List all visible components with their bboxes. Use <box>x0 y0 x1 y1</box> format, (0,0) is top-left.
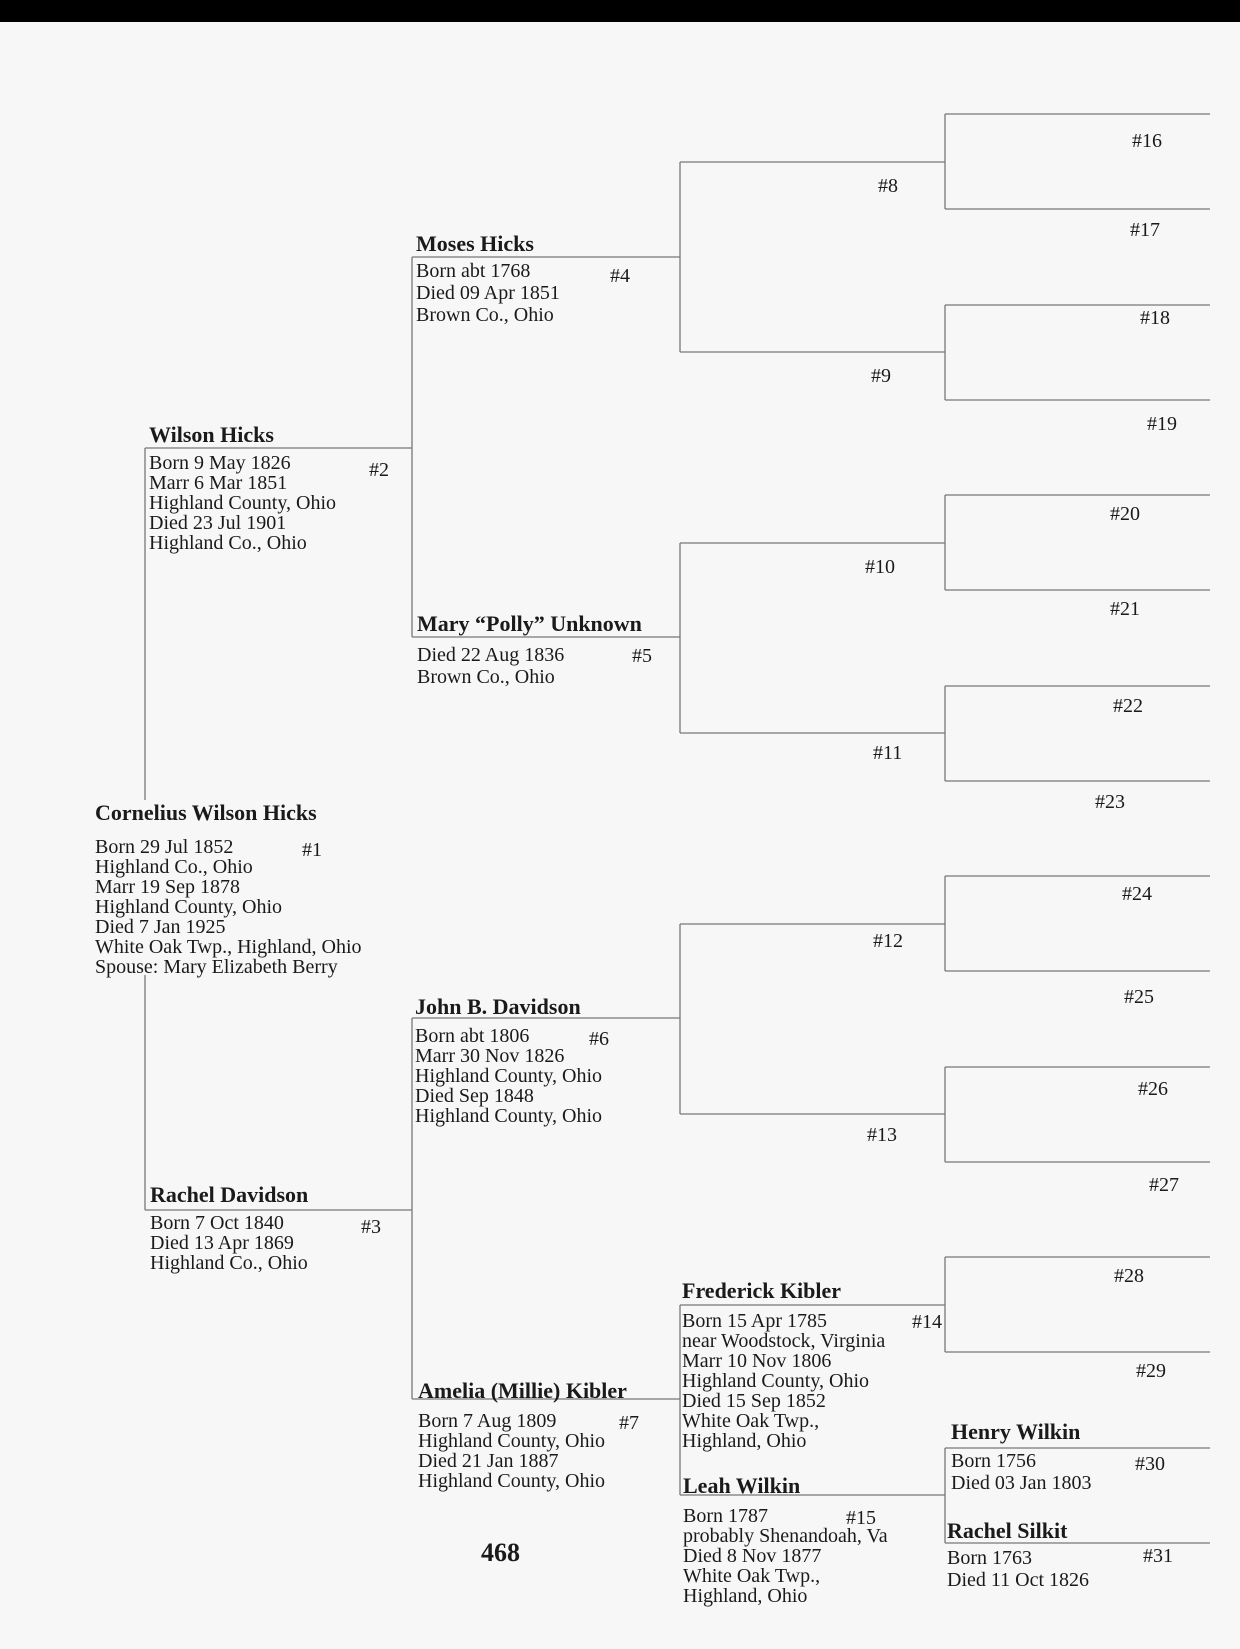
slot-11-number: #11 <box>873 742 903 764</box>
person-2-detail: Born 9 May 1826 <box>149 452 291 474</box>
person-6-details <box>415 1026 602 1126</box>
person-4-details <box>416 260 560 326</box>
person-6 <box>415 995 602 1126</box>
person-14 <box>682 1279 885 1451</box>
slot-29-number: #29 <box>1136 1360 1166 1382</box>
slot-20-number: #20 <box>1110 503 1140 525</box>
person-14-detail: Highland, Ohio <box>682 1430 807 1452</box>
person-4 <box>416 232 560 326</box>
person-1-name: Cornelius Wilson Hicks <box>95 800 317 825</box>
person-7-detail: Highland County, Ohio <box>418 1430 606 1452</box>
person-15-name: Leah Wilkin <box>683 1473 801 1498</box>
person-5-detail: Died 22 Aug 1836 <box>417 644 565 666</box>
person-4-detail: Died 09 Apr 1851 <box>416 282 560 304</box>
person-15-number: #15 <box>846 1507 876 1529</box>
person-3-details <box>150 1213 308 1273</box>
person-5-number: #5 <box>632 645 652 667</box>
person-14-name: Frederick Kibler <box>682 1278 842 1303</box>
slot-17-number: #17 <box>1130 219 1160 241</box>
person-30 <box>951 1420 1092 1494</box>
slot-28-number: #28 <box>1114 1265 1144 1287</box>
person-30-detail: Born 1756 <box>951 1450 1036 1472</box>
person-3-detail: Born 7 Oct 1840 <box>150 1212 284 1234</box>
person-1-detail: Highland County, Ohio <box>95 896 283 918</box>
person-1-detail: Highland Co., Ohio <box>95 856 253 878</box>
person-7-name: Amelia (Millie) Kibler <box>418 1378 627 1403</box>
person-5-detail: Brown Co., Ohio <box>417 666 555 688</box>
person-1 <box>95 801 362 977</box>
slot-13-number: #13 <box>867 1124 897 1146</box>
person-7-details <box>418 1411 627 1491</box>
person-6-detail: Highland County, Ohio <box>415 1065 603 1087</box>
person-6-detail: Died Sep 1848 <box>415 1085 534 1107</box>
person-6-detail: Marr 30 Nov 1826 <box>415 1045 565 1067</box>
slot-27-number: #27 <box>1149 1174 1179 1196</box>
person-2-detail: Marr 6 Mar 1851 <box>149 472 288 494</box>
person-4-detail: Born abt 1768 <box>416 260 531 282</box>
person-1-number: #1 <box>302 839 322 861</box>
person-14-number: #14 <box>912 1311 942 1333</box>
person-15-detail: probably Shenandoah, Va <box>683 1525 888 1547</box>
person-4-name: Moses Hicks <box>416 231 534 256</box>
person-2-number: #2 <box>369 459 389 481</box>
slot-23-number: #23 <box>1095 791 1125 813</box>
person-5-details <box>417 644 642 688</box>
person-7-number: #7 <box>619 1412 639 1434</box>
person-15-detail: Died 8 Nov 1877 <box>683 1545 822 1567</box>
person-30-number: #30 <box>1135 1453 1165 1475</box>
person-4-detail: Brown Co., Ohio <box>416 304 554 326</box>
page-number: 468 <box>481 1538 520 1567</box>
slot-19-number: #19 <box>1147 413 1177 435</box>
person-15-detail: Highland, Ohio <box>683 1585 808 1607</box>
slot-26-number: #26 <box>1138 1078 1168 1100</box>
person-2-name: Wilson Hicks <box>149 422 274 447</box>
person-6-detail: Highland County, Ohio <box>415 1105 603 1127</box>
person-1-detail: Marr 19 Sep 1878 <box>95 876 240 898</box>
slot-8-number: #8 <box>878 175 898 197</box>
person-2-detail: Highland Co., Ohio <box>149 532 307 554</box>
person-14-detail: Born 15 Apr 1785 <box>682 1310 827 1332</box>
person-1-detail: Spouse: Mary Elizabeth Berry <box>95 956 338 978</box>
person-30-name: Henry Wilkin <box>951 1419 1081 1444</box>
person-1-detail: Born 29 Jul 1852 <box>95 836 234 858</box>
person-3-number: #3 <box>361 1216 381 1238</box>
person-14-detail: Highland County, Ohio <box>682 1370 870 1392</box>
person-2-detail: Died 23 Jul 1901 <box>149 512 287 534</box>
person-2-details <box>149 453 336 553</box>
slot-18-number: #18 <box>1140 307 1170 329</box>
person-7-detail: Died 21 Jan 1887 <box>418 1450 559 1472</box>
slot-22-number: #22 <box>1113 695 1143 717</box>
person-14-detail: White Oak Twp., <box>682 1410 820 1432</box>
slot-16-number: #16 <box>1132 130 1162 152</box>
person-31-name: Rachel Silkit <box>947 1518 1068 1543</box>
person-3 <box>150 1183 308 1273</box>
slot-25-number: #25 <box>1124 986 1154 1008</box>
person-30-detail: Died 03 Jan 1803 <box>951 1472 1092 1494</box>
person-31 <box>947 1519 1089 1591</box>
person-5 <box>417 612 642 688</box>
person-31-number: #31 <box>1143 1545 1173 1567</box>
person-3-detail: Highland Co., Ohio <box>150 1252 308 1274</box>
person-2 <box>149 423 336 553</box>
person-31-detail: Died 11 Oct 1826 <box>947 1569 1090 1591</box>
slot-12-number: #12 <box>873 930 903 952</box>
slot-21-number: #21 <box>1110 598 1140 620</box>
person-14-details <box>682 1311 885 1451</box>
person-6-name: John B. Davidson <box>415 994 581 1019</box>
person-31-details <box>947 1547 1089 1591</box>
slot-10-number: #10 <box>865 556 895 578</box>
person-3-detail: Died 13 Apr 1869 <box>150 1232 294 1254</box>
person-1-detail: White Oak Twp., Highland, Ohio <box>95 936 362 958</box>
person-6-detail: Born abt 1806 <box>415 1025 530 1047</box>
person-6-number: #6 <box>589 1028 609 1050</box>
slot-9-number: #9 <box>871 365 891 387</box>
person-7 <box>418 1379 627 1491</box>
person-14-detail: Marr 10 Nov 1806 <box>682 1350 832 1372</box>
person-4-number: #4 <box>610 265 630 287</box>
person-15 <box>683 1474 888 1606</box>
person-15-detail: Born 1787 <box>683 1505 768 1527</box>
person-3-name: Rachel Davidson <box>150 1182 309 1207</box>
person-30-details <box>951 1450 1092 1494</box>
person-31-detail: Born 1763 <box>947 1547 1032 1569</box>
person-15-detail: White Oak Twp., <box>683 1565 821 1587</box>
person-7-detail: Highland County, Ohio <box>418 1470 606 1492</box>
person-7-detail: Born 7 Aug 1809 <box>418 1410 557 1432</box>
person-14-detail: Died 15 Sep 1852 <box>682 1390 826 1412</box>
slot-24-number: #24 <box>1122 883 1152 905</box>
person-5-name: Mary “Polly” Unknown <box>417 611 642 636</box>
person-1-detail: Died 7 Jan 1925 <box>95 916 226 938</box>
person-14-detail: near Woodstock, Virginia <box>682 1330 886 1352</box>
person-2-detail: Highland County, Ohio <box>149 492 337 514</box>
